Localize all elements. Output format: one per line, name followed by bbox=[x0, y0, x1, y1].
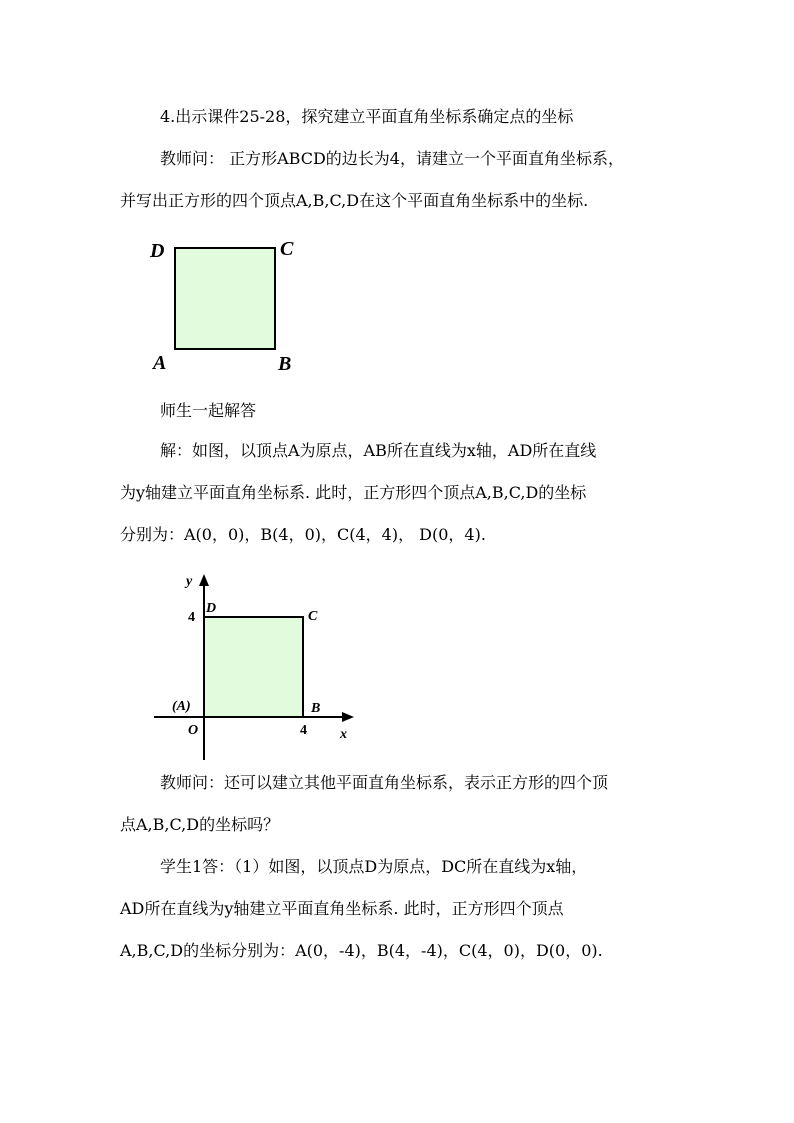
y-axis-arrow bbox=[199, 574, 209, 586]
square-abcd bbox=[175, 248, 275, 349]
x-axis-label: x bbox=[340, 727, 347, 742]
label-b: B bbox=[278, 353, 292, 375]
teacher-question-2-line-2: 点A,B,C,D的坐标吗？ bbox=[120, 815, 280, 834]
label-d: D bbox=[206, 601, 217, 616]
x-axis-arrow bbox=[342, 712, 354, 722]
student-answer-1-line-1: 学生1答：（1）如图，以顶点D为原点，DC所在直线为x轴， bbox=[160, 857, 588, 876]
student-answer-1-line-3: A,B,C,D的坐标分别为：A(0，-4)，B(4，-4)，C(4，0)，D(0，0). bbox=[120, 941, 603, 960]
label-a: A bbox=[153, 352, 167, 374]
x-tick-label: 4 bbox=[300, 723, 307, 738]
label-c: C bbox=[280, 238, 294, 260]
solution-line-2: 为y轴建立平面直角坐标系. 此时，正方形四个顶点A,B,C,D的坐标 bbox=[120, 483, 587, 502]
teacher-question-1-line-2: 并写出正方形的四个顶点A,B,C,D在这个平面直角坐标系中的坐标. bbox=[120, 191, 589, 210]
label-a: (A) bbox=[172, 699, 191, 714]
origin-label: O bbox=[188, 723, 199, 738]
square-figure-1 bbox=[140, 228, 320, 378]
teacher-question-1-line-1: 教师问： 正方形ABCD的边长为4，请建立一个平面直角坐标系， bbox=[160, 149, 624, 168]
square-on-axes bbox=[204, 617, 303, 717]
student-answer-1-line-2: AD所在直线为y轴建立平面直角坐标系. 此时，正方形四个顶点 bbox=[120, 899, 564, 918]
label-b: B bbox=[311, 701, 321, 716]
together-answer: 师生一起解答 bbox=[160, 401, 257, 420]
label-d: D bbox=[150, 240, 165, 262]
solution-line-1: 解：如图，以顶点A为原点，AB所在直线为x轴，AD所在直线 bbox=[160, 441, 597, 460]
y-tick-label: 4 bbox=[188, 610, 195, 625]
section-title: 4.出示课件25-28，探究建立平面直角坐标系确定点的坐标 bbox=[160, 107, 574, 126]
y-axis-label: y bbox=[186, 574, 193, 589]
teacher-question-2-line-1: 教师问：还可以建立其他平面直角坐标系，表示正方形的四个顶 bbox=[160, 773, 609, 792]
coordinate-figure bbox=[150, 568, 370, 768]
solution-line-3: 分别为：A(0，0)，B(4，0)，C(4，4)， D(0，4). bbox=[120, 525, 486, 544]
label-c: C bbox=[308, 609, 318, 624]
